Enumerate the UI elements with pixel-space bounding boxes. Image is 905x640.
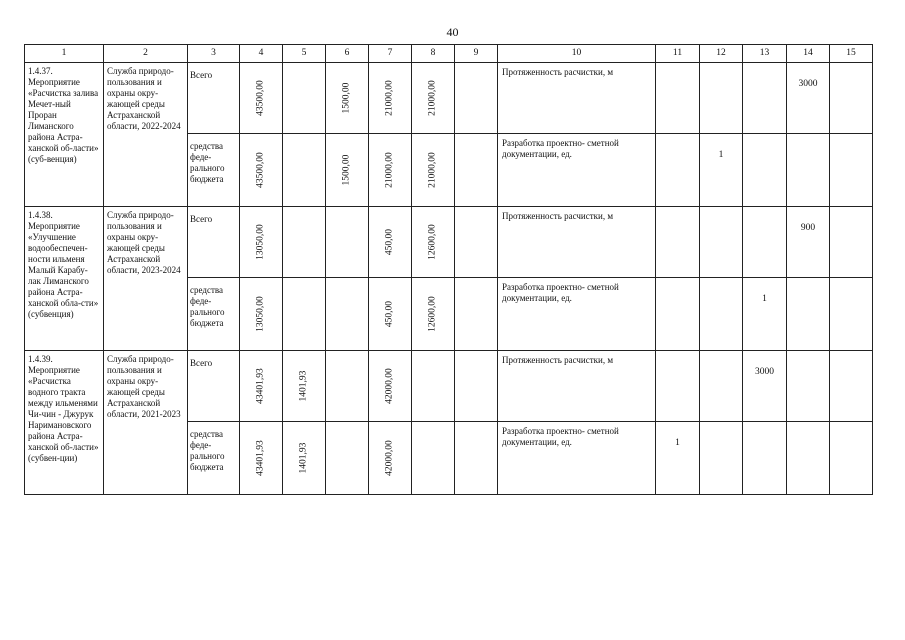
- indicator-value: 1: [718, 150, 724, 160]
- indicator-value-cell: [656, 422, 700, 495]
- amount-cell: [412, 351, 455, 422]
- col-header: 2: [104, 45, 188, 63]
- indicator-value: [656, 207, 699, 223]
- funding-source-cell: [188, 278, 240, 351]
- amount-cell: [240, 134, 283, 207]
- table-row: [25, 63, 873, 134]
- indicator-value: [787, 134, 829, 150]
- amount-cell: [240, 63, 283, 134]
- amount-cell: [455, 422, 498, 495]
- executor-cell: [104, 63, 188, 207]
- amount-cell: [283, 207, 326, 278]
- executor-text: Служба природо-пользования и охраны окру-жающей среды Астраханской области, 2022-2024: [107, 66, 181, 131]
- amount-value: 1500,00: [341, 82, 352, 114]
- funding-source-cell: [188, 422, 240, 495]
- col-header: 12: [700, 45, 743, 63]
- col-header: 13: [743, 45, 787, 63]
- col-header: 1: [25, 45, 104, 63]
- indicator-value-cell: [787, 134, 830, 207]
- amount-cell: [369, 422, 412, 495]
- indicator-value-cell: [830, 351, 873, 422]
- indicator-value-cell: [743, 63, 787, 134]
- indicator-text: Протяженность расчистки, м: [502, 211, 614, 221]
- funding-source: средства феде-рального бюджета: [190, 429, 225, 472]
- amount-value: 43401,93: [255, 440, 266, 476]
- amount-cell: [369, 351, 412, 422]
- indicator-text: Разработка проектно- сметной документации, ед.: [502, 282, 619, 303]
- amount-value: 42000,00: [384, 368, 395, 404]
- amount-cell: [240, 351, 283, 422]
- amount-value: 43500,00: [255, 152, 266, 188]
- amount-cell: [455, 278, 498, 351]
- table-row: [25, 351, 873, 422]
- amount-cell: [369, 278, 412, 351]
- indicator-value: [656, 134, 699, 150]
- indicator-cell: [498, 207, 656, 278]
- amount-cell: [369, 134, 412, 207]
- measure-name-cell: [25, 351, 104, 495]
- indicator-value: [830, 422, 872, 438]
- amount-cell: [240, 422, 283, 495]
- amount-value: 1401,93: [298, 370, 309, 402]
- indicator-text: Разработка проектно- сметной документации, ед.: [502, 138, 619, 159]
- indicator-value-cell: [787, 63, 830, 134]
- amount-cell: [412, 134, 455, 207]
- indicator-cell: [498, 134, 656, 207]
- amount-cell: [412, 63, 455, 134]
- amount-value: 450,00: [384, 300, 395, 328]
- indicator-cell: [498, 351, 656, 422]
- indicator-value: [743, 63, 786, 79]
- amount-value: 21000,00: [427, 80, 438, 116]
- amount-cell: [412, 422, 455, 495]
- amount-value: 21000,00: [384, 80, 395, 116]
- indicator-value-cell: [743, 351, 787, 422]
- amount-cell: [326, 207, 369, 278]
- indicator-value: [787, 422, 829, 438]
- table-row: [25, 207, 873, 278]
- indicator-value-cell: [656, 134, 700, 207]
- indicator-value: [700, 278, 742, 294]
- amount-cell: [240, 278, 283, 351]
- amount-cell: [455, 63, 498, 134]
- indicator-value-cell: [787, 351, 830, 422]
- indicator-value: [830, 207, 872, 223]
- amount-cell: [326, 351, 369, 422]
- indicator-text: Разработка проектно- сметной документации, ед.: [502, 426, 619, 447]
- amount-value: 450,00: [384, 228, 395, 256]
- executor-text: Служба природо-пользования и охраны окру-жающей среды Астраханской области, 2023-2024: [107, 210, 181, 275]
- indicator-value: [656, 278, 699, 294]
- indicator-value: [787, 278, 829, 294]
- col-header: 14: [787, 45, 830, 63]
- indicator-value: [830, 351, 872, 367]
- amount-cell: [455, 207, 498, 278]
- amount-cell: [283, 134, 326, 207]
- program-table: [24, 44, 873, 495]
- indicator-value-cell: [656, 351, 700, 422]
- funding-source: Всего: [190, 358, 213, 368]
- amount-value: 43401,93: [255, 368, 266, 404]
- header-row: [25, 45, 873, 63]
- executor-cell: [104, 351, 188, 495]
- measure-name: 1.4.39. Мероприятие «Расчистка водного тракта между ильменями Чи-чин - Джурук Наримановского района Астра-ханской об-ласти» (субвен-ции): [28, 354, 99, 463]
- indicator-text: Протяженность расчистки, м: [502, 355, 614, 365]
- indicator-value-cell: [787, 422, 830, 495]
- amount-cell: [326, 63, 369, 134]
- funding-source-cell: [188, 351, 240, 422]
- indicator-value: [700, 207, 742, 223]
- amount-cell: [326, 422, 369, 495]
- indicator-value-cell: [830, 207, 873, 278]
- indicator-value: [830, 278, 872, 294]
- funding-source: Всего: [190, 70, 213, 80]
- col-header: 15: [830, 45, 873, 63]
- measure-name: 1.4.37. Мероприятие «Расчистка залива Мечет-ный Проран Лиманского района Астра-ханской об-ласти» (суб-венция): [28, 66, 99, 164]
- indicator-value: 3000: [755, 367, 774, 377]
- amount-cell: [283, 422, 326, 495]
- indicator-value: [700, 422, 742, 438]
- indicator-value-cell: [743, 422, 787, 495]
- amount-value: 21000,00: [427, 152, 438, 188]
- col-header: 10: [498, 45, 656, 63]
- indicator-value: [743, 207, 786, 223]
- indicator-value-cell: [743, 278, 787, 351]
- indicator-value-cell: [830, 134, 873, 207]
- indicator-value: [743, 422, 786, 438]
- indicator-value: 900: [800, 223, 816, 233]
- indicator-value: 3000: [798, 79, 818, 89]
- indicator-value-cell: [700, 422, 743, 495]
- col-header: 4: [240, 45, 283, 63]
- indicator-value: 1: [762, 294, 767, 304]
- executor-cell: [104, 207, 188, 351]
- funding-source: Всего: [190, 214, 213, 224]
- indicator-value: 1: [675, 438, 680, 448]
- amount-cell: [240, 207, 283, 278]
- indicator-value-cell: [787, 207, 830, 278]
- amount-value: 12600,00: [427, 296, 438, 332]
- indicator-value-cell: [656, 63, 700, 134]
- indicator-text: Протяженность расчистки, м: [502, 67, 614, 77]
- funding-source-cell: [188, 63, 240, 134]
- indicator-value-cell: [700, 278, 743, 351]
- amount-value: 43500,00: [255, 80, 266, 116]
- amount-cell: [326, 134, 369, 207]
- amount-cell: [283, 63, 326, 134]
- amount-value: 13050,00: [255, 296, 266, 332]
- amount-cell: [326, 278, 369, 351]
- amount-value: 42000,00: [384, 440, 395, 476]
- amount-cell: [369, 207, 412, 278]
- indicator-value: [743, 134, 786, 150]
- funding-source-cell: [188, 207, 240, 278]
- indicator-value-cell: [830, 278, 873, 351]
- indicator-value-cell: [700, 207, 743, 278]
- col-header: 9: [455, 45, 498, 63]
- indicator-value: [700, 63, 742, 79]
- indicator-value: [656, 351, 699, 367]
- indicator-cell: [498, 278, 656, 351]
- col-header: 3: [188, 45, 240, 63]
- amount-cell: [455, 351, 498, 422]
- indicator-value: [700, 351, 742, 367]
- indicator-value: [656, 63, 699, 79]
- indicator-value-cell: [700, 63, 743, 134]
- amount-cell: [369, 63, 412, 134]
- measure-name: 1.4.38. Мероприятие «Улучшение водообеспечен-ности ильменя Малый Карабу-лак Лиманского района Астра-ханской обла-сти» (субвенция): [28, 210, 99, 319]
- amount-value: 1500,00: [341, 154, 352, 186]
- indicator-cell: [498, 63, 656, 134]
- executor-text: Служба природо-пользования и охраны окру-жающей среды Астраханской области, 2021-2023: [107, 354, 181, 419]
- indicator-cell: [498, 422, 656, 495]
- indicator-value-cell: [656, 278, 700, 351]
- indicator-value: [830, 134, 872, 150]
- amount-value: 12600,00: [427, 224, 438, 260]
- indicator-value-cell: [700, 351, 743, 422]
- amount-cell: [412, 207, 455, 278]
- indicator-value-cell: [787, 278, 830, 351]
- amount-cell: [455, 134, 498, 207]
- col-header: 8: [412, 45, 455, 63]
- indicator-value: [787, 351, 829, 367]
- indicator-value-cell: [830, 63, 873, 134]
- indicator-value-cell: [743, 207, 787, 278]
- measure-name-cell: [25, 63, 104, 207]
- col-header: 11: [656, 45, 700, 63]
- indicator-value-cell: [700, 134, 743, 207]
- indicator-value-cell: [656, 207, 700, 278]
- amount-cell: [283, 351, 326, 422]
- page-number: 40: [446, 25, 459, 39]
- col-header: 6: [326, 45, 369, 63]
- indicator-value: [830, 63, 872, 79]
- amount-value: 13050,00: [255, 224, 266, 260]
- col-header: 5: [283, 45, 326, 63]
- funding-source: средства феде-рального бюджета: [190, 285, 225, 328]
- funding-source: средства феде-рального бюджета: [190, 141, 225, 184]
- amount-cell: [283, 278, 326, 351]
- col-header: 7: [369, 45, 412, 63]
- amount-cell: [412, 278, 455, 351]
- funding-source-cell: [188, 134, 240, 207]
- measure-name-cell: [25, 207, 104, 351]
- amount-value: 1401,93: [298, 442, 309, 474]
- indicator-value-cell: [830, 422, 873, 495]
- indicator-value-cell: [743, 134, 787, 207]
- amount-value: 21000,00: [384, 152, 395, 188]
